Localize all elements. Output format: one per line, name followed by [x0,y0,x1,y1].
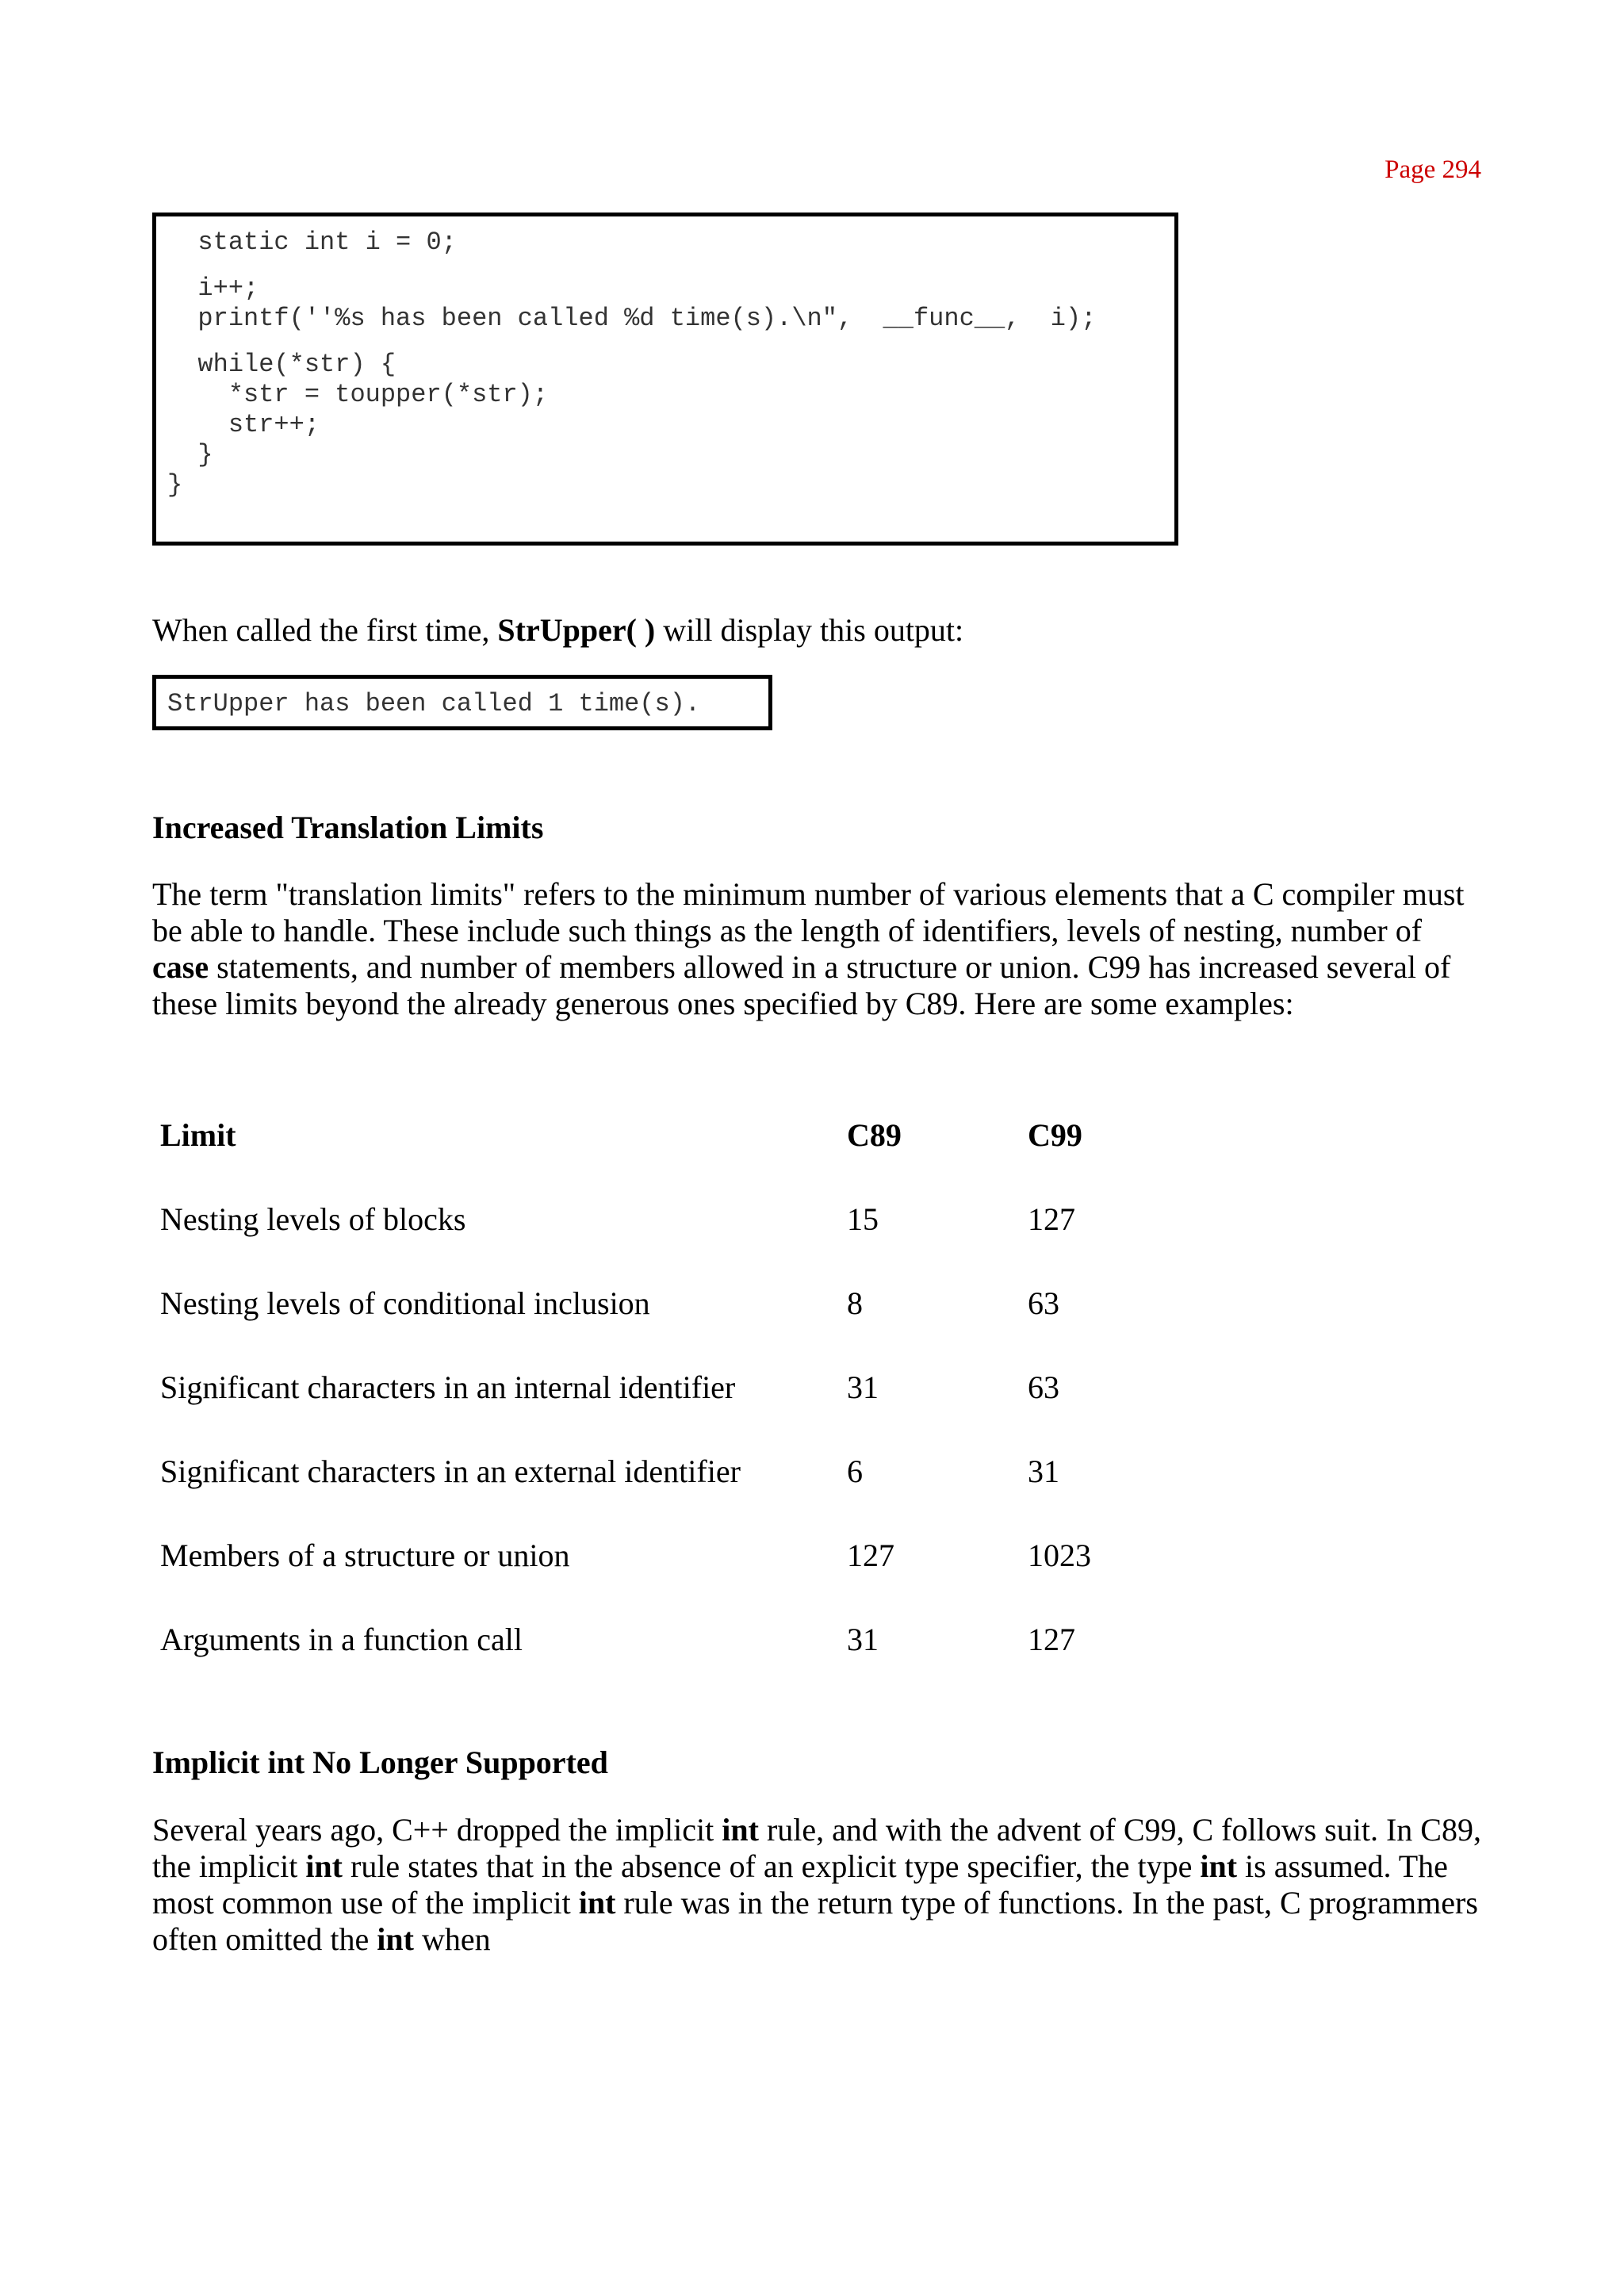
code-line: str++; [167,410,320,439]
code-line: printf(''%s has been called %d time(s).\n", __func__, i); [167,304,1097,333]
function-name: StrUpper( ) [497,612,656,648]
code-line: } [167,470,183,500]
code-line: static int i = 0; [167,228,457,257]
table-row: Nesting levels of blocks 15 127 [160,1201,1075,1237]
code-line: i++; [167,274,259,303]
code-line: } [167,440,213,469]
intro-paragraph: When called the first time, StrUpper( ) will display this output: [152,612,964,648]
section-heading-translation-limits: Increased Translation Limits [152,810,544,845]
output-listing: StrUpper has been called 1 time(s). [152,675,772,730]
table-row: Significant characters in an external identifier 6 31 [160,1453,1059,1489]
header-c89: C89 [847,1117,902,1153]
implicit-int-paragraph: Several years ago, C++ dropped the implicit int rule, and with the advent of C99, C follows suit. In C89, the implicit int rule states that in the absence of an explicit type specifier, the type int is assumed. The most common use of the implicit int rule was in the return type of functions. In the past, C programmers often omitted the int when [152,1812,1481,1957]
code-line-blank [167,334,1174,350]
header-limit: Limit [160,1117,236,1153]
code-line-blank [167,258,1174,274]
table-row: Arguments in a function call 31 127 [160,1622,1075,1657]
table-row: Nesting levels of conditional inclusion 8 63 [160,1285,1059,1321]
table-row: Significant characters in an internal identifier 31 63 [160,1369,1059,1405]
code-listing [152,213,1178,546]
code-line: *str = toupper(*str); [167,380,549,409]
section-heading-implicit-int: Implicit int No Longer Supported [152,1744,608,1780]
limits-table [160,1116,1186,1705]
translation-limits-paragraph: The term "translation limits" refers to the minimum number of various elements that a C compiler must be able to handle. These include such things as the length of identifiers, levels of nesting, number of case statements, and number of members allowed in a structure or union. C99 has increased several of these limits beyond the already generous ones specified by C89. Here are some examples: [152,876,1465,1021]
header-c99: C99 [1028,1117,1082,1153]
code-line: while(*str) { [167,350,396,379]
table-row: Members of a structure or union 127 1023 [160,1538,1091,1573]
table-header-row [160,1116,1186,1201]
page-number: Page 294 [1385,155,1481,184]
